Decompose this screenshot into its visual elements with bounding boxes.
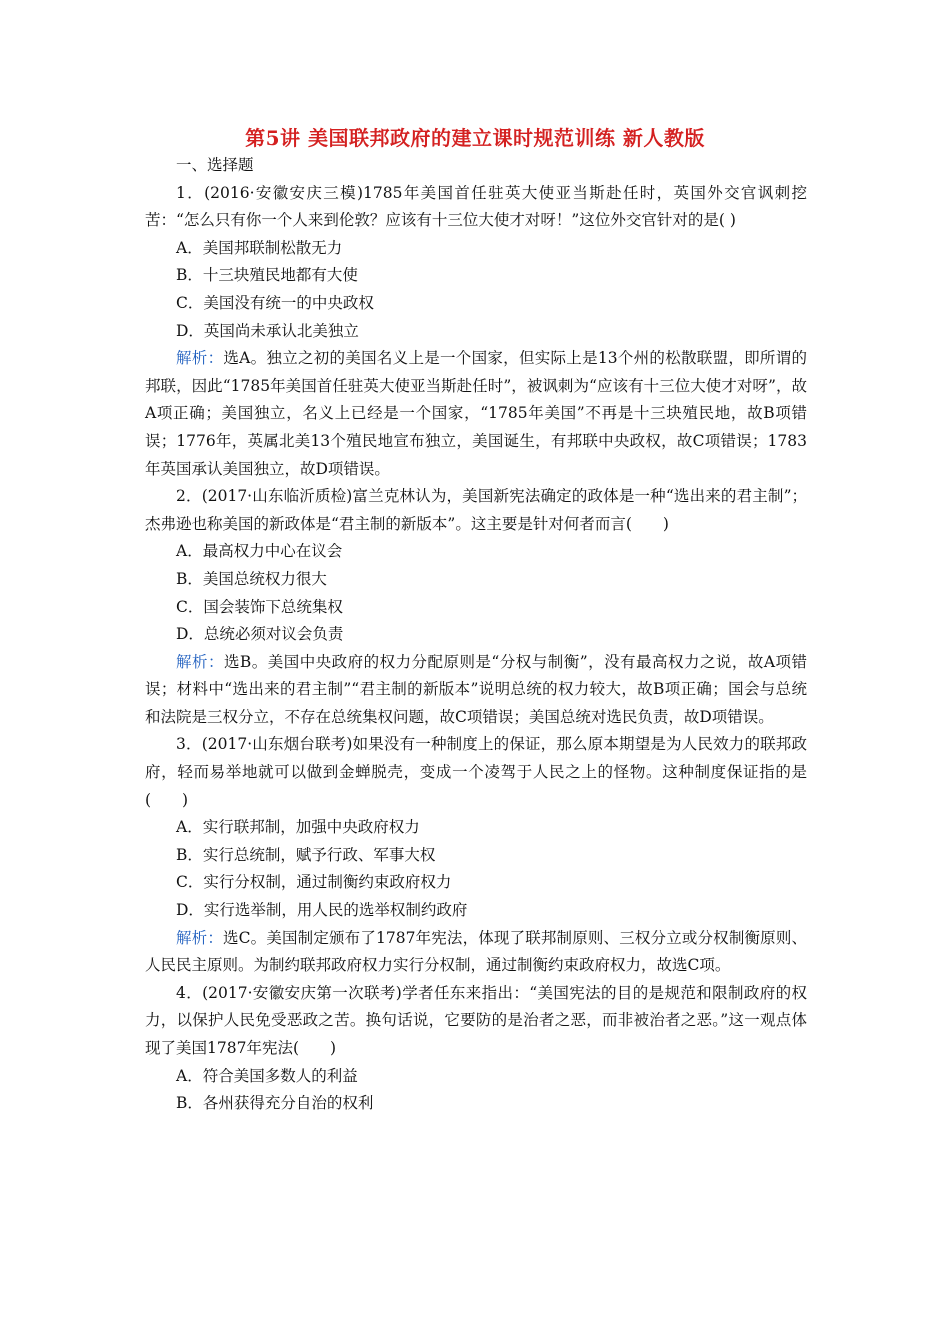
question-3-analysis bbox=[145, 925, 807, 980]
analysis-text: 选B。美国中央政府的权力分配原则是“分权与制衡”，没有最高权力之说，故A项错误；材料中“选出来的君主制”“君主制的新版本”说明总统的权力较大，故B项正确；国会与总统和法院是三权分立，不存在总统集权问题，故C项错误；美国总统对选民负责，故D项错误。 bbox=[145, 652, 807, 726]
question-3-option-b: B．实行总统制，赋予行政、军事大权 bbox=[176, 845, 436, 864]
analysis-label: 解析： bbox=[176, 349, 224, 368]
content-body bbox=[145, 152, 807, 1118]
question-2-option-c: C．国会装饰下总统集权 bbox=[176, 597, 343, 616]
question-1-option-a: A．美国邦联制松散无力 bbox=[176, 238, 343, 257]
section-heading: 一、选择题 bbox=[176, 156, 254, 174]
question-1-option-c: C．美国没有统一的中央政权 bbox=[176, 293, 374, 312]
page-title: 第5讲 美国联邦政府的建立课时规范训练 新人教版 bbox=[245, 126, 705, 150]
analysis-label: 解析： bbox=[176, 652, 224, 671]
question-1-stem: 1．(2016·安徽安庆三模)1785年美国首任驻英大使亚当斯赴任时，英国外交官讽刺挖苦：“怎么只有你一个人来到伦敦？应该有十三位大使才对呀！”这位外交官针对的是( ) bbox=[145, 183, 807, 230]
question-4-option-b: B．各州获得充分自治的权利 bbox=[176, 1094, 374, 1113]
question-4-option-a: A．符合美国多数人的利益 bbox=[176, 1066, 358, 1085]
question-1-analysis bbox=[145, 345, 807, 483]
question-3-option-c: C．实行分权制，通过制衡约束政府权力 bbox=[176, 873, 452, 892]
question-4-stem: 4．(2017·安徽安庆第一次联考)学者任东来指出：“美国宪法的目的是规范和限制政府的权力，以保护人民免受恶政之苦。换句话说，它要防的是治者之恶，而非被治者之恶。”这一观点体现了美国1787年宪法( ) bbox=[145, 983, 807, 1057]
analysis-text: 选C。美国制定颁布了1787年宪法，体现了联邦制原则、三权分立或分权制衡原则、人民民主原则。为制约联邦政府权力实行分权制，通过制衡约束政府权力，故选C项。 bbox=[145, 928, 807, 975]
question-3-stem: 3．(2017·山东烟台联考)如果没有一种制度上的保证，那么原本期望是为人民效力的联邦政府，轻而易举地就可以做到金蝉脱壳，变成一个凌驾于人民之上的怪物。这种制度保证指的是( ) bbox=[145, 735, 807, 809]
question-1-option-d: D．英国尚未承认北美独立 bbox=[176, 321, 359, 340]
analysis-text: 选A。独立之初的美国名义上是一个国家，但实际上是13个州的松散联盟，即所谓的邦联，因此“1785年美国首任驻英大使亚当斯赴任时”，被讽刺为“应该有十三位大使才对呀”，故A项正确；美国独立，名义上已经是一个国家，“1785年美国”不再是十三块殖民地，故B项错误；1776年，英属北美13个殖民地宣布独立，美国诞生，有邦联中央政权，故C项错误；1783年英国承认美国独立，故D项错误。 bbox=[145, 349, 807, 478]
question-1-option-b: B．十三块殖民地都有大使 bbox=[176, 266, 358, 285]
question-2-stem: 2．(2017·山东临沂质检)富兰克林认为，美国新宪法确定的政体是一种“选出来的君主制”；杰弗逊也称美国的新政体是“君主制的新版本”。这主要是针对何者而言( ) bbox=[145, 487, 807, 533]
question-2-option-b: B．美国总统权力很大 bbox=[176, 569, 327, 588]
question-2-option-a: A．最高权力中心在议会 bbox=[176, 542, 343, 561]
question-3-option-a: A．实行联邦制，加强中央政府权力 bbox=[176, 818, 420, 837]
question-3-option-d: D．实行选举制，用人民的选举权制约政府 bbox=[176, 901, 468, 920]
question-2-option-d: D．总统必须对议会负责 bbox=[176, 625, 344, 644]
analysis-label: 解析： bbox=[176, 928, 223, 947]
question-2-analysis bbox=[145, 649, 807, 732]
